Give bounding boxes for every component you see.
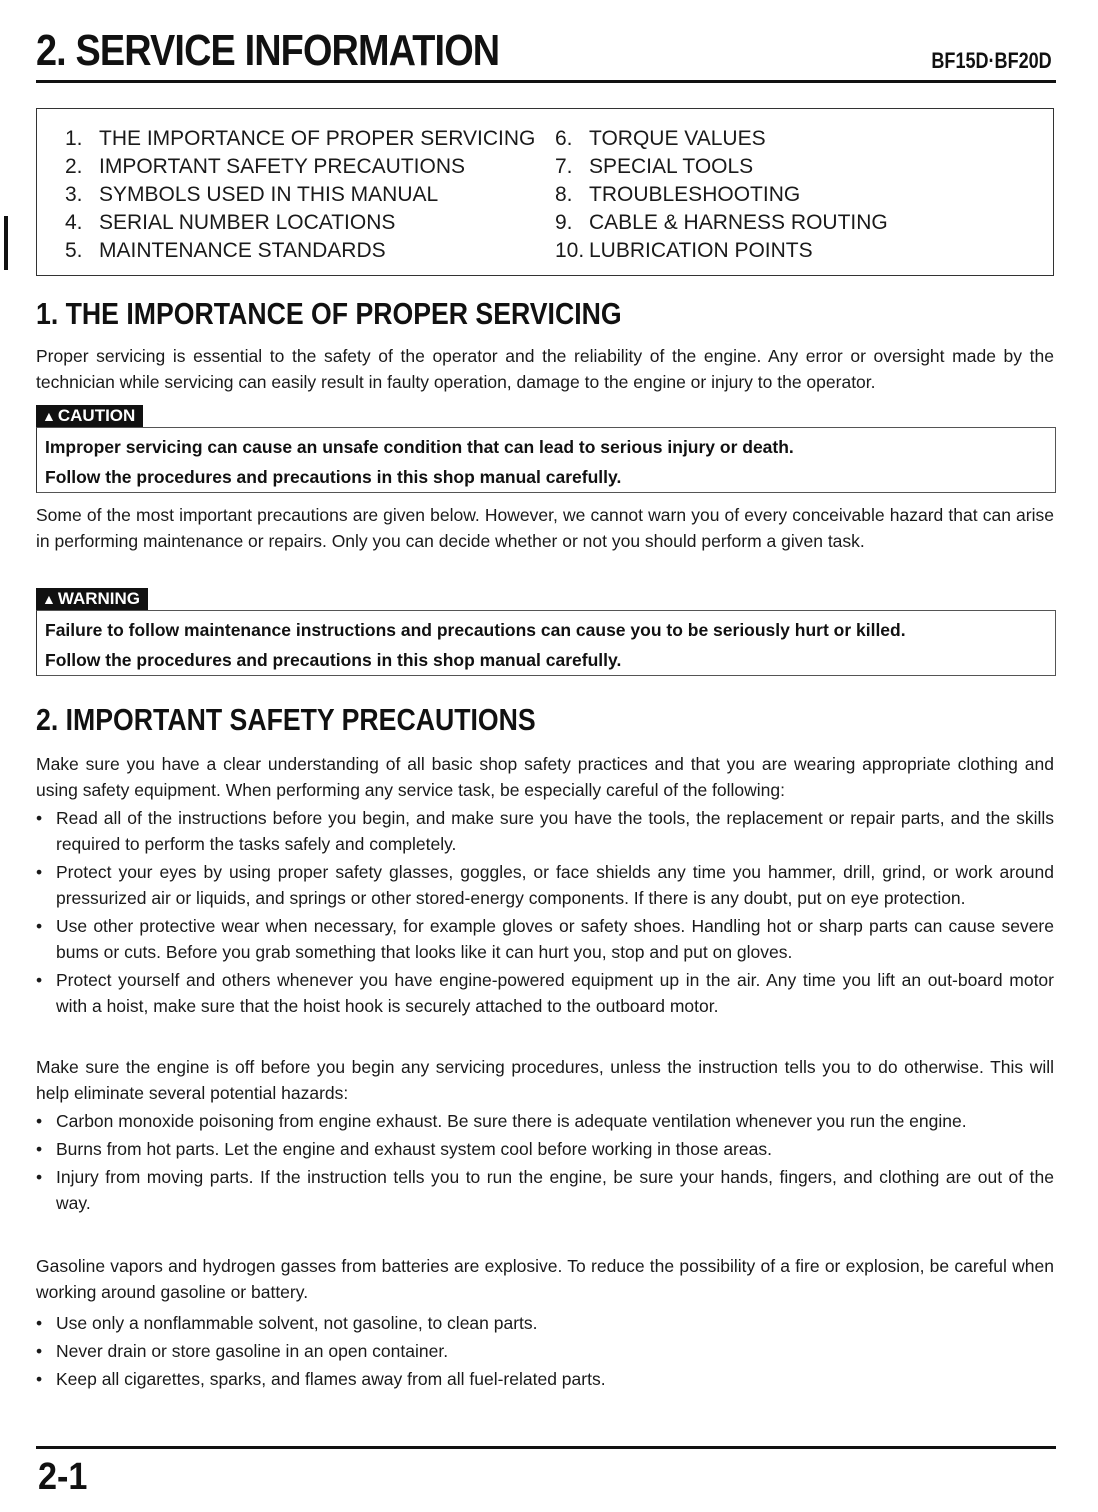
bullet-icon: • (36, 970, 43, 990)
section-heading-safety: 2. IMPORTANT SAFETY PRECAUTIONS (36, 702, 536, 737)
page-number: 2-1 (38, 1456, 88, 1498)
toc-item[interactable]: 3. SYMBOLS USED IN THIS MANUAL (65, 183, 439, 206)
engine-off-paragraph: Make sure the engine is off before you begin any servicing procedures, unless the instruction tells you to do otherwise. This will help eliminate several potential hazards: (36, 1057, 1054, 1103)
precautions-intro-paragraph: Some of the most important precautions are given below. However, we cannot warn you of every conceivable hazard that can arise in performing maintenance or repairs. Only you can decide whether or not you should perform a given task. (36, 505, 1054, 551)
list-item: • Never drain or store gasoline in an open container. (36, 1338, 1054, 1364)
table-of-contents (36, 108, 1054, 276)
caution-line: Follow the procedures and precautions in this shop manual carefully. (45, 467, 622, 487)
model-label: BF15D·BF20D (931, 48, 1052, 73)
bullet-icon: • (36, 862, 43, 882)
toc-column-left (65, 125, 535, 265)
fuel-bullet-list (36, 1310, 1054, 1394)
list-item: • Keep all cigarettes, sparks, and flames away from all fuel-related parts. (36, 1366, 1054, 1392)
importance-paragraph: Proper servicing is essential to the safety of the operator and the reliability of the engine. Any error or oversight made by the technician while servicing can easily result in faulty operation, damage to the engine or injury to the operator. (36, 346, 1054, 392)
toc-item[interactable]: 5. MAINTENANCE STANDARDS (65, 239, 386, 262)
safety-intro-paragraph: Make sure you have a clear understanding of all basic shop safety practices and that you are wearing appropriate clothing and using safety equipment. When performing any service task, be especially careful of the following: (36, 754, 1054, 800)
margin-marker (4, 216, 8, 270)
toc-item[interactable]: 2. IMPORTANT SAFETY PRECAUTIONS (65, 155, 466, 178)
warning-line: Failure to follow maintenance instructions and precautions can cause you to be seriously hurt or killed. (45, 620, 906, 640)
caution-box (36, 427, 1056, 493)
bullet-icon: • (36, 1369, 43, 1389)
bullet-icon: • (36, 1167, 43, 1187)
toc-column-right (555, 125, 888, 265)
list-item: • Protect your eyes by using proper safety glasses, goggles, or face shields any time you hammer, drill, grind, or work around pressurized air or liquids, and springs or other stored-energy components. If there is any doubt, put on eye protection. (36, 859, 1054, 911)
toc-item[interactable]: 10. LUBRICATION POINTS (555, 239, 813, 262)
caution-line: Improper servicing can cause an unsafe condition that can lead to serious injury or death. (45, 437, 794, 457)
section-heading-importance: 1. THE IMPORTANCE OF PROPER SERVICING (36, 296, 622, 331)
footer-rule (36, 1446, 1056, 1449)
warning-box (36, 610, 1056, 676)
list-item: • Protect yourself and others whenever you have engine-powered equipment up in the air. Any time you lift an out-board motor with a hoist, make sure that the hoist hook is securely attached to the outboard motor. (36, 967, 1054, 1019)
page-header (36, 22, 1056, 83)
bullet-icon: • (36, 1139, 43, 1159)
chapter-title: 2. SERVICE INFORMATION (36, 26, 500, 75)
list-item: • Injury from moving parts. If the instruction tells you to run the engine, be sure your hands, fingers, and clothing are out of the way. (36, 1164, 1054, 1216)
warning-line: Follow the procedures and precautions in this shop manual carefully. (45, 650, 622, 670)
caution-tag: ▲ CAUTION (36, 405, 143, 427)
toc-item[interactable]: 6. TORQUE VALUES (555, 127, 766, 150)
list-item: • Burns from hot parts. Let the engine and exhaust system cool before working in those areas. (36, 1136, 1054, 1162)
bullet-icon: • (36, 808, 43, 828)
toc-item[interactable]: 9. CABLE & HARNESS ROUTING (555, 211, 888, 234)
toc-item[interactable]: 8. TROUBLESHOOTING (555, 183, 801, 206)
hazard-bullet-list (36, 1108, 1054, 1218)
list-item: • Read all of the instructions before you begin, and make sure you have the tools, the replacement or repair parts, and the skills required to perform the tasks safely and completely. (36, 805, 1054, 857)
bullet-icon: • (36, 1313, 43, 1333)
bullet-icon: • (36, 1341, 43, 1361)
toc-item[interactable]: 7. SPECIAL TOOLS (555, 155, 754, 178)
list-item: • Carbon monoxide poisoning from engine exhaust. Be sure there is adequate ventilation whenever you run the engine. (36, 1108, 1054, 1134)
warning-tag: ▲ WARNING (36, 588, 148, 610)
list-item: • Use only a nonflammable solvent, not gasoline, to clean parts. (36, 1310, 1054, 1336)
alert-triangle-icon: ▲ (42, 591, 56, 607)
toc-item[interactable]: 4. SERIAL NUMBER LOCATIONS (65, 211, 396, 234)
alert-triangle-icon: ▲ (42, 408, 56, 424)
toc-item[interactable]: 1. THE IMPORTANCE OF PROPER SERVICING (65, 127, 536, 150)
list-item: • Use other protective wear when necessary, for example gloves or safety shoes. Handling hot or sharp parts can cause severe bums or cuts. Before you grab something that looks like it can hurt you, stop and put on gloves. (36, 913, 1054, 965)
bullet-icon: • (36, 916, 43, 936)
gasoline-paragraph: Gasoline vapors and hydrogen gasses from batteries are explosive. To reduce the possibility of a fire or explosion, be careful when working around gasoline or battery. (36, 1256, 1054, 1302)
safety-bullet-list (36, 805, 1054, 1021)
bullet-icon: • (36, 1111, 43, 1131)
